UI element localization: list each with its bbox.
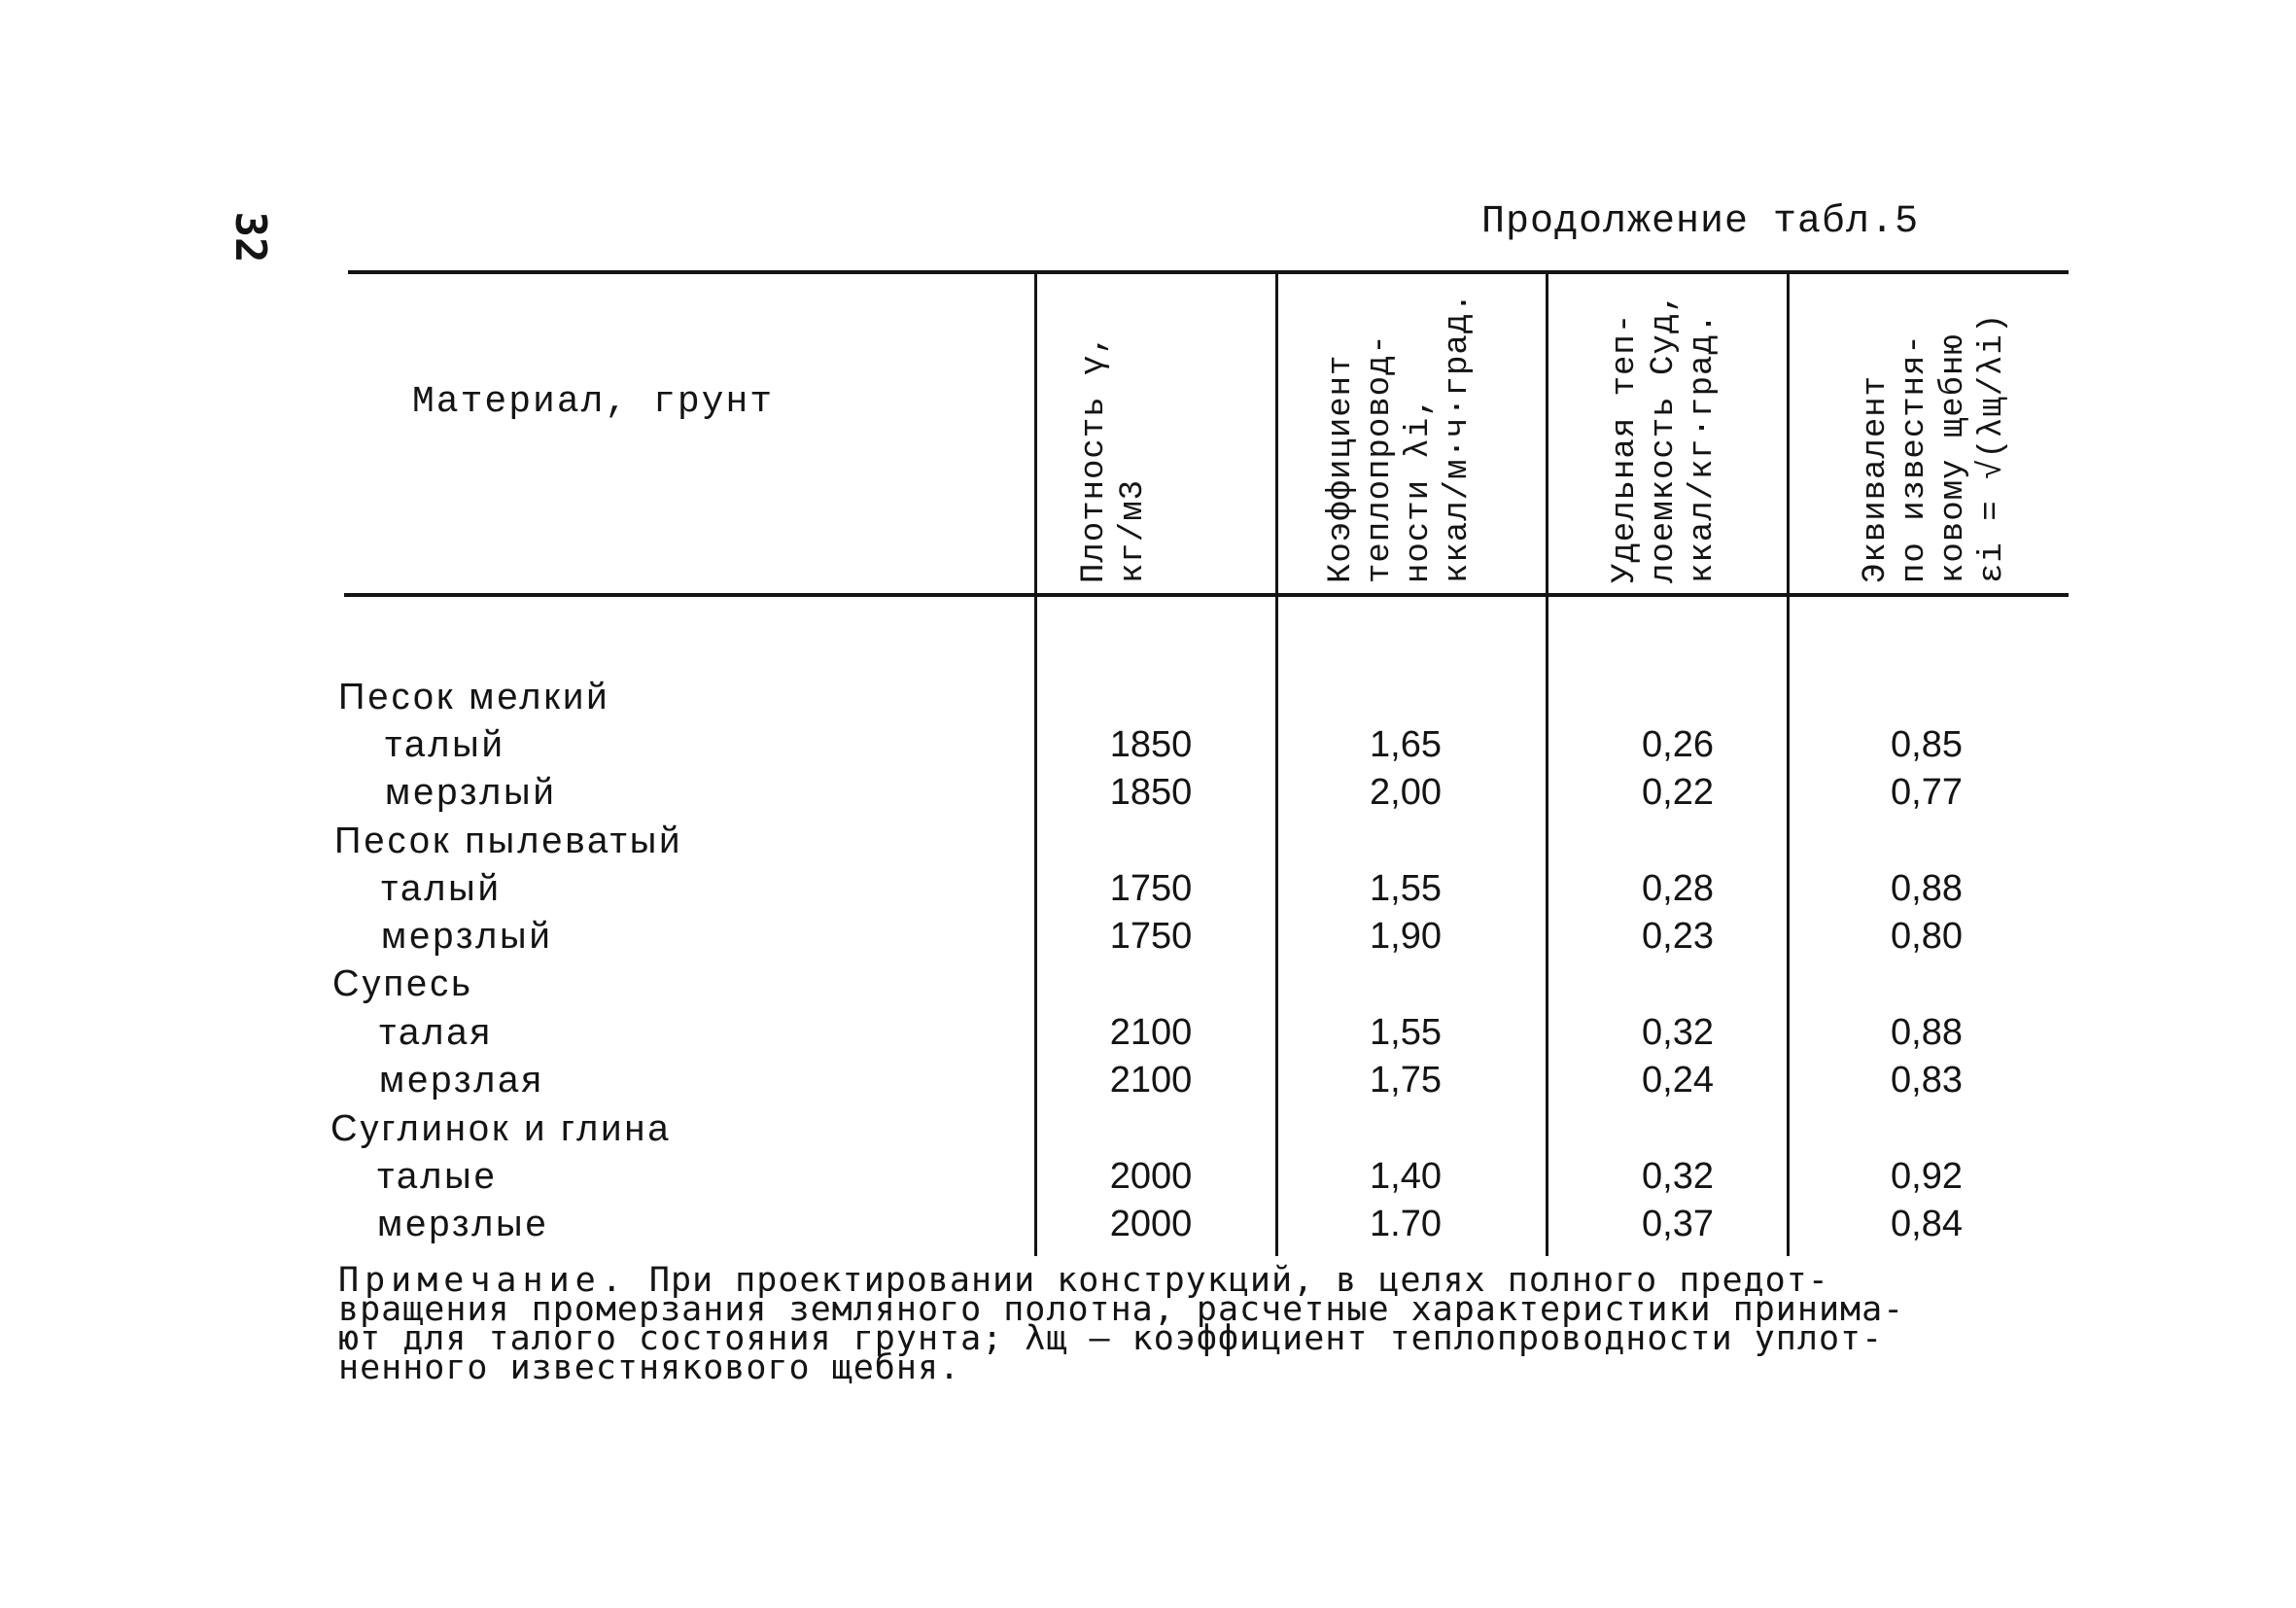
row-material-name: Песок мелкий <box>338 677 610 717</box>
cell-equivalent: 0,92 <box>1891 1156 1963 1197</box>
header-equivalent-line: εi = √(λщ/λi) <box>1974 312 2011 583</box>
cell-heat-capacity: 0,32 <box>1642 1156 1714 1197</box>
cell-conductivity: 1,40 <box>1370 1156 1442 1197</box>
header-conductivity-line: ккал/м·ч·град. <box>1440 292 1477 583</box>
cell-conductivity: 1,65 <box>1370 724 1442 765</box>
cell-density: 1850 <box>1109 772 1193 813</box>
cell-heat-capacity: 0,37 <box>1642 1204 1714 1244</box>
note-label: Примечание. <box>338 1261 628 1300</box>
table-row-group <box>0 817 2296 865</box>
cell-heat-capacity: 0,24 <box>1642 1060 1714 1101</box>
cell-density: 1750 <box>1109 916 1193 957</box>
cell-heat-capacity: 0,23 <box>1642 916 1714 957</box>
cell-heat-capacity: 0,26 <box>1642 724 1714 765</box>
table-row <box>0 768 2296 817</box>
note-line: вращения промерзания земляного полотна, расчетные характеристики принима- <box>338 1290 1905 1329</box>
cell-heat-capacity: 0,32 <box>1642 1012 1714 1053</box>
header-heat-capacity <box>1606 292 1722 583</box>
header-equivalent-line: по известня- <box>1896 333 1933 583</box>
table-note <box>338 1261 2069 1387</box>
cell-conductivity: 1.70 <box>1370 1204 1442 1244</box>
table-row-group <box>0 673 2296 721</box>
table-caption: Продолжение табл.5 <box>1481 200 1920 244</box>
table-row <box>0 1200 2296 1248</box>
note-line: ненного известнякового щебня. <box>338 1348 961 1387</box>
cell-equivalent: 0,84 <box>1891 1204 1963 1244</box>
note-text: При проектировании конструкций, в целях полного предот- <box>648 1261 1829 1300</box>
header-conductivity-line: ности λi, <box>1401 396 1438 583</box>
table-row <box>0 1008 2296 1057</box>
header-conductivity <box>1322 292 1478 583</box>
cell-density: 2000 <box>1109 1204 1193 1244</box>
page-number: 32 <box>226 211 275 263</box>
header-density-line: кг/м3 <box>1115 478 1152 583</box>
header-equivalent-line: ковому щебню <box>1935 333 1972 583</box>
cell-heat-capacity: 0,22 <box>1642 772 1714 813</box>
table-row <box>0 720 2296 769</box>
row-material-name: мерзлый <box>385 772 557 813</box>
cell-equivalent: 0,77 <box>1891 772 1963 813</box>
cell-equivalent: 0,85 <box>1891 724 1963 765</box>
row-material-name: Песок пылеватый <box>334 821 683 861</box>
table-row-group <box>0 1104 2296 1153</box>
row-material-name: мерзлая <box>379 1060 544 1101</box>
table-top-rule <box>348 270 2069 274</box>
row-material-name: мерзлый <box>381 916 553 957</box>
cell-density: 1850 <box>1109 724 1193 765</box>
cell-heat-capacity: 0,28 <box>1642 868 1714 909</box>
cell-conductivity: 1,75 <box>1370 1060 1442 1101</box>
cell-conductivity: 1,90 <box>1370 916 1442 957</box>
cell-conductivity: 2,00 <box>1370 772 1442 813</box>
row-material-name: талый <box>381 868 502 909</box>
row-material-name: талая <box>379 1012 493 1053</box>
header-equivalent-line: Эквивалент <box>1858 374 1895 583</box>
header-material: Материал, грунт <box>412 381 775 423</box>
header-density-line: Плотность γ, <box>1076 333 1113 583</box>
table-row <box>0 1056 2296 1104</box>
note-line: ют для талого состояния грунта; λщ – коэффициент теплопроводности уплот- <box>338 1319 1884 1358</box>
row-material-name: талые <box>377 1156 498 1197</box>
header-conductivity-line: теплопровод- <box>1362 333 1399 583</box>
header-heat-capacity-line: Удельная теп- <box>1607 312 1644 583</box>
cell-density: 2000 <box>1109 1156 1193 1197</box>
row-material-name: Супесь <box>332 963 473 1004</box>
cell-equivalent: 0,88 <box>1891 868 1963 909</box>
header-equivalent <box>1857 313 2012 583</box>
cell-conductivity: 1,55 <box>1370 868 1442 909</box>
header-bottom-rule <box>344 593 2069 597</box>
table-row <box>0 1152 2296 1201</box>
row-material-name: талый <box>385 724 505 765</box>
header-conductivity-line: Коэффициент <box>1323 354 1360 583</box>
row-material-name: мерзлые <box>377 1204 549 1244</box>
header-heat-capacity-line: ккал/кг·град. <box>1685 312 1722 583</box>
table-row <box>0 864 2296 913</box>
cell-equivalent: 0,83 <box>1891 1060 1963 1101</box>
cell-density: 2100 <box>1109 1060 1193 1101</box>
header-density <box>1075 333 1153 583</box>
row-material-name: Суглинок и глина <box>330 1108 672 1149</box>
cell-conductivity: 1,55 <box>1370 1012 1442 1053</box>
cell-equivalent: 0,88 <box>1891 1012 1963 1053</box>
cell-equivalent: 0,80 <box>1891 916 1963 957</box>
cell-density: 2100 <box>1109 1012 1193 1053</box>
cell-density: 1750 <box>1109 868 1193 909</box>
header-heat-capacity-line: лоемкость Cуд, <box>1646 292 1683 583</box>
table-row-group <box>0 960 2296 1008</box>
table-row <box>0 912 2296 961</box>
